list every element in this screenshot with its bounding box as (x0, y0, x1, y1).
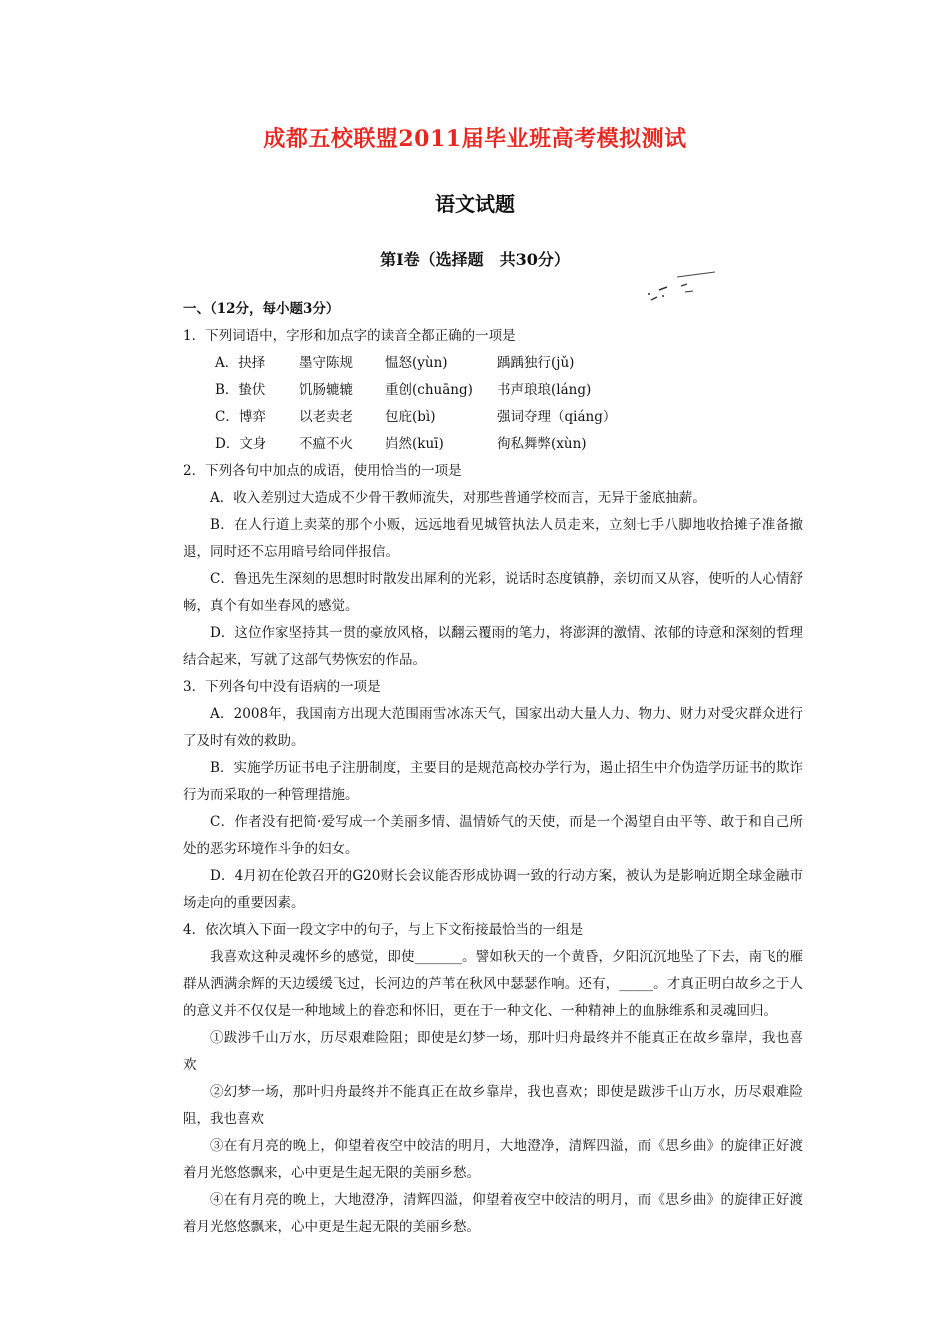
q2-option-d: D．这位作家坚持其一贯的豪放风格，以翻云覆雨的笔力，将澎湃的激情、浓郁的诗意和深刻的哲理结合起来，写就了这部气势恢宏的作品。 (183, 625, 803, 668)
q1-a-word1: A．抉择 (215, 355, 266, 371)
q1-b-word1: B．蛰伏 (215, 382, 266, 398)
question-4-stem: 4．依次填入下面一段文字中的句子，与上下文衔接最恰当的一组是 (183, 922, 584, 938)
q1-c-word1: C．博弈 (215, 409, 266, 425)
q1-a-word4: 踽踽独行(jǔ) (497, 355, 575, 371)
q1-c-word4: 强词夺理（qiáng） (497, 409, 617, 425)
q1-d-word1: D．文身 (215, 436, 267, 452)
q2-option-c: C．鲁迅先生深刻的思想时时散发出犀利的光彩，说话时态度镇静，亲切而又从容，使听的人心情舒畅，真个有如坐春风的感觉。 (183, 571, 803, 614)
q4-passage: 我喜欢这种灵魂怀乡的感觉，即使_______。譬如秋天的一个黄昏，夕阳沉沉地坠了下去，南飞的雁群从洒满余辉的天边缓缓飞过，长河边的芦苇在秋风中瑟瑟作响。还有，_____。才真正明白故乡之于人的意义并不仅仅是一种地域上的眷恋和怀旧，更在于一种文化、一种精神上的血脉维系和灵魂回归。 (183, 949, 803, 1019)
q3-option-d: D．4月初在伦敦召开的G20财长会议能否形成协调一致的行动方案，被认为是影响近期全球金融市场走向的重要因素。 (183, 868, 803, 911)
section-heading: 一、（12分，每小题3分） (183, 301, 340, 317)
q1-d-word2: 不瘟不火 (299, 436, 353, 452)
question-2-stem: 2．下列各句中加点的成语，使用恰当的一项是 (183, 463, 462, 479)
q4-option-1: ①跋涉千山万水，历尽艰难险阻；即使是幻梦一场，那叶归舟最终并不能真正在故乡靠岸，我也喜欢 (183, 1030, 803, 1073)
q1-c-word2: 以老卖老 (299, 409, 353, 425)
q1-b-word2: 饥肠辘辘 (299, 382, 353, 398)
q2-option-a: A．收入差别过大造成不少骨干教师流失，对那些普通学校而言，无异于釜底抽薪。 (210, 490, 706, 506)
q4-option-4: ④在有月亮的晚上，大地澄净，清辉四溢，仰望着夜空中皎洁的明月，而《思乡曲》的旋律正好渡着月光悠悠飘来，心中更是生起无限的美丽乡愁。 (183, 1192, 803, 1235)
question-3-stem: 3．下列各句中没有语病的一项是 (183, 679, 381, 695)
q1-option-row (183, 431, 803, 458)
q1-b-word3: 重创(chuāng) (385, 382, 473, 398)
q1-d-word3: 岿然(kuī) (385, 436, 444, 452)
q4-option-3: ③在有月亮的晚上，仰望着夜空中皎洁的明月，大地澄净，清辉四溢，而《思乡曲》的旋律正好渡着月光悠悠飘来，心中更是生起无限的美丽乡愁。 (183, 1138, 803, 1181)
q4-option-2: ②幻梦一场，那叶归舟最终并不能真正在故乡靠岸，我也喜欢；即使是跋涉千山万水，历尽艰难险阻，我也喜欢 (183, 1084, 803, 1127)
q1-option-row (183, 377, 803, 404)
part-title: 第Ⅰ卷（选择题 共30分） (380, 250, 570, 269)
q1-a-word3: 愠怒(yùn) (385, 355, 448, 371)
q1-a-word2: 墨守陈规 (299, 355, 353, 371)
q3-option-b: B．实施学历证书电子注册制度，主要目的是规范高校办学行为，遏止招生中介伪造学历证书的欺诈行为而采取的一种管理措施。 (183, 760, 803, 803)
q1-b-word4: 书声琅琅(láng) (497, 382, 592, 398)
subject-title: 语文试题 (435, 192, 515, 216)
exam-content (183, 296, 803, 1241)
q1-d-word4: 徇私舞弊(xùn) (497, 436, 587, 452)
q2-option-b: B．在人行道上卖菜的那个小贩，远远地看见城管执法人员走来，立刻七手八脚地收拾摊子准备撤退，同时还不忘用暗号给同伴报信。 (183, 517, 803, 560)
question-1-stem: 1．下列词语中，字形和加点字的读音全都正确的一项是 (183, 328, 516, 344)
q3-option-c: C．作者没有把简·爱写成一个美丽多情、温情娇气的天使，而是一个渴望自由平等、敢于和自己所处的恶劣环境作斗争的妇女。 (183, 814, 803, 857)
main-title: 成都五校联盟2011届毕业班高考模拟测试 (263, 126, 687, 152)
q1-c-word3: 包庇(bì) (385, 409, 436, 425)
q3-option-a: A．2008年，我国南方出现大范围雨雪冰冻天气，国家出动大量人力、物力、财力对受灾群众进行了及时有效的救助。 (183, 706, 803, 749)
q1-option-row (183, 404, 803, 431)
q1-option-row (183, 350, 803, 377)
